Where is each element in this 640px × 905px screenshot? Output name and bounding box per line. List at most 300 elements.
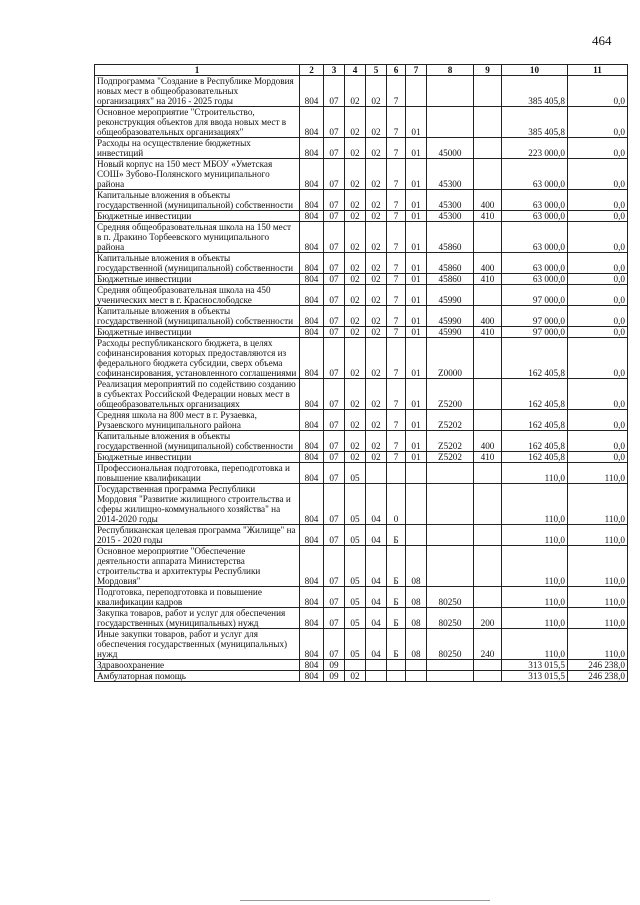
row-cell-col-3: 07 — [324, 159, 345, 190]
row-cell-col-11: 0,0 — [568, 379, 628, 410]
row-cell-col-10: 385 405,8 — [502, 107, 568, 138]
row-cell-col-3: 07 — [324, 190, 345, 211]
column-header-2: 2 — [300, 65, 324, 76]
row-cell-col-6: 7 — [387, 431, 406, 452]
row-cell-col-6: 7 — [387, 253, 406, 274]
row-cell-col-5: 02 — [366, 190, 387, 211]
row-cell-col-2: 804 — [300, 211, 324, 222]
row-cell-col-7: 08 — [406, 546, 427, 587]
row-cell-col-3: 07 — [324, 285, 345, 306]
row-cell-col-3: 07 — [324, 76, 345, 107]
row-label-cell: Средняя общеобразовательная школа на 450 ученических мест в г. Краснослободске — [95, 285, 300, 306]
row-cell-col-10: 110,0 — [502, 463, 568, 484]
row-cell-col-9 — [474, 285, 502, 306]
row-cell-col-5: 04 — [366, 525, 387, 546]
row-cell-col-3: 07 — [324, 222, 345, 253]
row-label-cell: Средняя общеобразовательная школа на 150 мест в п. Дракино Торбеевского муниципального района — [95, 222, 300, 253]
row-cell-col-6: 7 — [387, 338, 406, 379]
table-row — [95, 525, 628, 546]
row-cell-col-11: 0,0 — [568, 285, 628, 306]
row-cell-col-3: 07 — [324, 629, 345, 660]
row-cell-col-10: 63 000,0 — [502, 190, 568, 211]
row-cell-col-8 — [427, 525, 474, 546]
row-cell-col-4: 02 — [345, 222, 366, 253]
row-cell-col-4: 05 — [345, 525, 366, 546]
row-label-cell: Основное мероприятие "Строительство, реконструкция объектов для ввода новых мест в общеобразовательных организациях" — [95, 107, 300, 138]
row-cell-col-11: 0,0 — [568, 138, 628, 159]
row-cell-col-11: 246 238,0 — [568, 671, 628, 682]
table-row — [95, 274, 628, 285]
row-cell-col-9 — [474, 671, 502, 682]
table-body — [95, 76, 628, 682]
row-cell-col-11: 110,0 — [568, 484, 628, 525]
row-cell-col-6 — [387, 671, 406, 682]
table-header-row — [95, 65, 628, 76]
page-number: 464 — [592, 33, 612, 48]
row-cell-col-9 — [474, 159, 502, 190]
table-row — [95, 327, 628, 338]
row-cell-col-6: 7 — [387, 107, 406, 138]
row-label-cell: Республиканская целевая программа "Жилище" на 2015 - 2020 годы — [95, 525, 300, 546]
table-row — [95, 608, 628, 629]
row-label-cell: Здравоохранение — [95, 660, 300, 671]
row-cell-col-9: 400 — [474, 431, 502, 452]
row-cell-col-9 — [474, 525, 502, 546]
table-row — [95, 629, 628, 660]
row-cell-col-11: 0,0 — [568, 107, 628, 138]
column-header-8: 8 — [427, 65, 474, 76]
table-row — [95, 338, 628, 379]
row-cell-col-8: Z5202 — [427, 410, 474, 431]
row-cell-col-8: 45860 — [427, 253, 474, 274]
row-cell-col-10: 223 000,0 — [502, 138, 568, 159]
row-cell-col-8: 45990 — [427, 306, 474, 327]
row-cell-col-2: 804 — [300, 525, 324, 546]
row-cell-col-8: 80250 — [427, 608, 474, 629]
table-row — [95, 107, 628, 138]
row-cell-col-10: 162 405,8 — [502, 379, 568, 410]
row-cell-col-8: 45300 — [427, 159, 474, 190]
row-cell-col-7: 01 — [406, 379, 427, 410]
row-cell-col-3: 09 — [324, 671, 345, 682]
row-label-cell: Реализация мероприятий по содействию созданию в субъектах Российской Федерации новых мест в общеобразовательных организациях — [95, 379, 300, 410]
row-cell-col-10: 313 015,5 — [502, 671, 568, 682]
row-cell-col-9: 400 — [474, 253, 502, 274]
row-cell-col-9 — [474, 546, 502, 587]
row-cell-col-5: 02 — [366, 338, 387, 379]
row-cell-col-7: 01 — [406, 452, 427, 463]
row-cell-col-11: 0,0 — [568, 410, 628, 431]
row-cell-col-2: 804 — [300, 431, 324, 452]
row-cell-col-8 — [427, 546, 474, 587]
row-cell-col-6: 7 — [387, 76, 406, 107]
row-cell-col-6 — [387, 463, 406, 484]
row-cell-col-2: 804 — [300, 107, 324, 138]
row-cell-col-8: Z0000 — [427, 338, 474, 379]
row-cell-col-7: 01 — [406, 285, 427, 306]
row-cell-col-6: 7 — [387, 138, 406, 159]
table-row — [95, 285, 628, 306]
row-cell-col-11: 110,0 — [568, 463, 628, 484]
row-cell-col-10: 110,0 — [502, 587, 568, 608]
row-cell-col-10: 110,0 — [502, 525, 568, 546]
row-cell-col-5: 04 — [366, 484, 387, 525]
row-cell-col-5 — [366, 660, 387, 671]
row-cell-col-7 — [406, 463, 427, 484]
row-cell-col-8: 45990 — [427, 327, 474, 338]
row-cell-col-6: 7 — [387, 211, 406, 222]
row-cell-col-5: 04 — [366, 629, 387, 660]
row-cell-col-2: 804 — [300, 379, 324, 410]
row-cell-col-6: Б — [387, 587, 406, 608]
table-row — [95, 587, 628, 608]
row-cell-col-2: 804 — [300, 274, 324, 285]
row-cell-col-4: 02 — [345, 253, 366, 274]
row-cell-col-5: 02 — [366, 253, 387, 274]
row-cell-col-3: 07 — [324, 546, 345, 587]
row-cell-col-11: 0,0 — [568, 159, 628, 190]
row-cell-col-7: 01 — [406, 253, 427, 274]
row-label-cell: Основное мероприятие "Обеспечение деятельности аппарата Министерства строительства и архитектуры Республики Мордовия" — [95, 546, 300, 587]
row-cell-col-10: 110,0 — [502, 484, 568, 525]
row-cell-col-10: 63 000,0 — [502, 253, 568, 274]
row-cell-col-5: 02 — [366, 285, 387, 306]
column-header-1: 1 — [95, 65, 300, 76]
column-header-7: 7 — [406, 65, 427, 76]
row-cell-col-5: 02 — [366, 274, 387, 285]
row-cell-col-2: 804 — [300, 484, 324, 525]
budget-table — [94, 64, 628, 682]
row-cell-col-2: 804 — [300, 159, 324, 190]
row-cell-col-11: 110,0 — [568, 608, 628, 629]
row-cell-col-5: 02 — [366, 452, 387, 463]
page-bottom-rule — [240, 900, 490, 901]
row-cell-col-5: 02 — [366, 222, 387, 253]
row-cell-col-11: 0,0 — [568, 76, 628, 107]
row-cell-col-11: 246 238,0 — [568, 660, 628, 671]
row-cell-col-2: 804 — [300, 587, 324, 608]
row-cell-col-9 — [474, 587, 502, 608]
row-cell-col-10: 110,0 — [502, 546, 568, 587]
table-row — [95, 431, 628, 452]
row-cell-col-6: 7 — [387, 222, 406, 253]
row-cell-col-11: 0,0 — [568, 190, 628, 211]
row-cell-col-7 — [406, 671, 427, 682]
row-cell-col-11: 0,0 — [568, 274, 628, 285]
row-cell-col-4: 05 — [345, 463, 366, 484]
row-cell-col-3: 07 — [324, 452, 345, 463]
row-cell-col-7: 01 — [406, 222, 427, 253]
column-header-3: 3 — [324, 65, 345, 76]
row-cell-col-9 — [474, 410, 502, 431]
row-cell-col-10: 110,0 — [502, 629, 568, 660]
row-cell-col-6: 7 — [387, 306, 406, 327]
column-header-6: 6 — [387, 65, 406, 76]
row-cell-col-5: 04 — [366, 608, 387, 629]
row-cell-col-3: 07 — [324, 211, 345, 222]
row-cell-col-10: 110,0 — [502, 608, 568, 629]
row-cell-col-4: 02 — [345, 107, 366, 138]
row-cell-col-2: 804 — [300, 410, 324, 431]
row-cell-col-4: 02 — [345, 190, 366, 211]
row-cell-col-6: 0 — [387, 484, 406, 525]
row-cell-col-5: 02 — [366, 431, 387, 452]
row-cell-col-6: Б — [387, 525, 406, 546]
row-cell-col-10: 162 405,8 — [502, 338, 568, 379]
column-header-5: 5 — [366, 65, 387, 76]
row-cell-col-4: 05 — [345, 608, 366, 629]
row-cell-col-4: 02 — [345, 452, 366, 463]
row-cell-col-9: 410 — [474, 327, 502, 338]
row-cell-col-10: 63 000,0 — [502, 274, 568, 285]
row-cell-col-6: Б — [387, 629, 406, 660]
row-cell-col-11: 0,0 — [568, 211, 628, 222]
row-cell-col-7: 01 — [406, 274, 427, 285]
row-cell-col-5: 04 — [366, 587, 387, 608]
row-cell-col-6: 7 — [387, 190, 406, 211]
table-row — [95, 306, 628, 327]
row-cell-col-9 — [474, 107, 502, 138]
row-cell-col-2: 804 — [300, 546, 324, 587]
row-cell-col-4: 02 — [345, 211, 366, 222]
row-label-cell: Подпрограмма "Создание в Республике Мордовия новых мест в общеобразовательных организациях" на 2016 - 2025 годы — [95, 76, 300, 107]
row-cell-col-11: 0,0 — [568, 431, 628, 452]
row-cell-col-4: 02 — [345, 410, 366, 431]
row-cell-col-10: 385 405,8 — [502, 76, 568, 107]
row-cell-col-9: 400 — [474, 306, 502, 327]
row-cell-col-9 — [474, 76, 502, 107]
row-cell-col-6: 7 — [387, 327, 406, 338]
row-label-cell: Бюджетные инвестиции — [95, 211, 300, 222]
row-cell-col-11: 0,0 — [568, 452, 628, 463]
row-cell-col-3: 07 — [324, 431, 345, 452]
row-cell-col-7 — [406, 484, 427, 525]
row-cell-col-7 — [406, 525, 427, 546]
row-cell-col-8 — [427, 484, 474, 525]
row-cell-col-8: Z5200 — [427, 379, 474, 410]
row-cell-col-10: 97 000,0 — [502, 285, 568, 306]
row-label-cell: Амбулаторная помощь — [95, 671, 300, 682]
row-cell-col-10: 63 000,0 — [502, 222, 568, 253]
row-cell-col-9 — [474, 138, 502, 159]
row-cell-col-9: 410 — [474, 452, 502, 463]
table-row — [95, 190, 628, 211]
row-cell-col-2: 804 — [300, 452, 324, 463]
row-cell-col-2: 804 — [300, 306, 324, 327]
row-label-cell: Капитальные вложения в объекты государственной (муниципальной) собственности — [95, 306, 300, 327]
row-label-cell: Новый корпус на 150 мест МБОУ «Уметская СОШ» Зубово-Полянского муниципального района — [95, 159, 300, 190]
row-label-cell: Иные закупки товаров, работ и услуг для обеспечения государственных (муниципальных) нужд — [95, 629, 300, 660]
row-cell-col-4: 02 — [345, 285, 366, 306]
row-cell-col-8: 45300 — [427, 211, 474, 222]
row-cell-col-4: 02 — [345, 379, 366, 410]
row-cell-col-10: 97 000,0 — [502, 327, 568, 338]
row-label-cell: Капитальные вложения в объекты государственной (муниципальной) собственности — [95, 253, 300, 274]
row-label-cell: Бюджетные инвестиции — [95, 452, 300, 463]
row-cell-col-6 — [387, 660, 406, 671]
row-cell-col-4: 02 — [345, 671, 366, 682]
row-cell-col-5: 02 — [366, 211, 387, 222]
row-cell-col-7: 01 — [406, 431, 427, 452]
row-cell-col-9 — [474, 463, 502, 484]
row-cell-col-6: Б — [387, 608, 406, 629]
row-cell-col-7: 01 — [406, 410, 427, 431]
row-cell-col-7: 01 — [406, 338, 427, 379]
row-cell-col-10: 162 405,8 — [502, 410, 568, 431]
row-cell-col-9: 410 — [474, 211, 502, 222]
row-cell-col-8 — [427, 107, 474, 138]
row-cell-col-4: 05 — [345, 629, 366, 660]
row-cell-col-6: 7 — [387, 379, 406, 410]
row-cell-col-3: 07 — [324, 338, 345, 379]
row-cell-col-11: 110,0 — [568, 587, 628, 608]
row-cell-col-5 — [366, 671, 387, 682]
row-cell-col-3: 07 — [324, 327, 345, 338]
row-label-cell: Бюджетные инвестиции — [95, 327, 300, 338]
row-cell-col-3: 07 — [324, 107, 345, 138]
row-cell-col-3: 07 — [324, 274, 345, 285]
row-cell-col-9: 200 — [474, 608, 502, 629]
row-cell-col-8: 45860 — [427, 222, 474, 253]
row-cell-col-3: 09 — [324, 660, 345, 671]
row-cell-col-2: 804 — [300, 138, 324, 159]
row-cell-col-4: 02 — [345, 338, 366, 379]
row-cell-col-5 — [366, 463, 387, 484]
row-label-cell: Государственная программа Республики Мордовия "Развитие жилищного строительства и сферы жилищно-коммунального хозяйства" на 2014-2020 годы — [95, 484, 300, 525]
table-row — [95, 211, 628, 222]
row-cell-col-8: 45990 — [427, 285, 474, 306]
row-cell-col-4: 02 — [345, 274, 366, 285]
row-cell-col-8: Z5202 — [427, 431, 474, 452]
row-cell-col-11: 110,0 — [568, 629, 628, 660]
table-row — [95, 452, 628, 463]
row-cell-col-7: 01 — [406, 159, 427, 190]
row-label-cell: Расходы на осуществление бюджетных инвестиций — [95, 138, 300, 159]
row-cell-col-3: 07 — [324, 379, 345, 410]
row-cell-col-11: 110,0 — [568, 525, 628, 546]
row-cell-col-11: 0,0 — [568, 338, 628, 379]
row-cell-col-8: 45860 — [427, 274, 474, 285]
row-cell-col-8: 45000 — [427, 138, 474, 159]
row-cell-col-5: 02 — [366, 379, 387, 410]
row-label-cell: Профессиональная подготовка, переподготовка и повышение квалификации — [95, 463, 300, 484]
row-label-cell: Подготовка, переподготовка и повышение квалификации кадров — [95, 587, 300, 608]
row-cell-col-4: 02 — [345, 327, 366, 338]
row-cell-col-2: 804 — [300, 629, 324, 660]
row-cell-col-2: 804 — [300, 608, 324, 629]
row-label-cell: Расходы республиканского бюджета, в целях софинансирования которых предоставляются из федерального бюджета субсидии, сверх объема софинансирования, установленного соглашениями — [95, 338, 300, 379]
row-cell-col-7: 08 — [406, 629, 427, 660]
row-cell-col-6: 7 — [387, 410, 406, 431]
row-label-cell: Закупка товаров, работ и услуг для обеспечения государственных (муниципальных) нужд — [95, 608, 300, 629]
row-cell-col-6: 7 — [387, 159, 406, 190]
row-cell-col-8: 80250 — [427, 587, 474, 608]
row-label-cell: Капитальные вложения в объекты государственной (муниципальной) собственности — [95, 190, 300, 211]
row-cell-col-10: 162 405,8 — [502, 431, 568, 452]
row-cell-col-4: 05 — [345, 587, 366, 608]
column-header-4: 4 — [345, 65, 366, 76]
row-cell-col-8 — [427, 660, 474, 671]
row-cell-col-5: 02 — [366, 76, 387, 107]
row-cell-col-5: 04 — [366, 546, 387, 587]
table-row — [95, 138, 628, 159]
row-cell-col-9 — [474, 222, 502, 253]
row-cell-col-2: 804 — [300, 338, 324, 379]
row-cell-col-2: 804 — [300, 671, 324, 682]
row-label-cell: Бюджетные инвестиции — [95, 274, 300, 285]
row-cell-col-4: 05 — [345, 546, 366, 587]
table-row — [95, 379, 628, 410]
row-cell-col-7: 01 — [406, 306, 427, 327]
row-cell-col-9: 410 — [474, 274, 502, 285]
table-row — [95, 410, 628, 431]
row-label-cell: Средняя школа на 800 мест в г. Рузаевка, Рузаевского муниципального района — [95, 410, 300, 431]
row-cell-col-8: 80250 — [427, 629, 474, 660]
row-cell-col-2: 804 — [300, 190, 324, 211]
row-cell-col-3: 07 — [324, 525, 345, 546]
row-cell-col-5: 02 — [366, 327, 387, 338]
row-cell-col-4: 02 — [345, 431, 366, 452]
row-cell-col-6: 7 — [387, 274, 406, 285]
row-cell-col-4: 02 — [345, 138, 366, 159]
row-cell-col-2: 804 — [300, 285, 324, 306]
row-cell-col-2: 804 — [300, 253, 324, 274]
table-row — [95, 76, 628, 107]
row-cell-col-4: 05 — [345, 484, 366, 525]
row-cell-col-3: 07 — [324, 463, 345, 484]
row-cell-col-7: 08 — [406, 587, 427, 608]
row-cell-col-7: 01 — [406, 327, 427, 338]
row-cell-col-7: 01 — [406, 107, 427, 138]
table-row — [95, 253, 628, 274]
row-cell-col-4: 02 — [345, 159, 366, 190]
row-cell-col-9 — [474, 484, 502, 525]
row-cell-col-7 — [406, 660, 427, 671]
row-cell-col-9 — [474, 379, 502, 410]
row-cell-col-3: 07 — [324, 253, 345, 274]
row-cell-col-7: 08 — [406, 608, 427, 629]
row-cell-col-3: 07 — [324, 608, 345, 629]
row-cell-col-8 — [427, 671, 474, 682]
table-row — [95, 484, 628, 525]
row-cell-col-8 — [427, 463, 474, 484]
row-cell-col-11: 0,0 — [568, 222, 628, 253]
row-cell-col-3: 07 — [324, 484, 345, 525]
row-cell-col-7 — [406, 76, 427, 107]
row-cell-col-7: 01 — [406, 190, 427, 211]
row-cell-col-7: 01 — [406, 211, 427, 222]
row-cell-col-11: 0,0 — [568, 306, 628, 327]
row-cell-col-3: 07 — [324, 587, 345, 608]
table-row — [95, 463, 628, 484]
row-cell-col-5: 02 — [366, 138, 387, 159]
row-cell-col-4: 02 — [345, 306, 366, 327]
row-cell-col-10: 162 405,8 — [502, 452, 568, 463]
row-cell-col-10: 63 000,0 — [502, 159, 568, 190]
row-cell-col-2: 804 — [300, 76, 324, 107]
row-label-cell: Капитальные вложения в объекты государственной (муниципальной) собственности — [95, 431, 300, 452]
row-cell-col-9 — [474, 338, 502, 379]
row-cell-col-8: Z5202 — [427, 452, 474, 463]
table-row — [95, 671, 628, 682]
row-cell-col-9: 400 — [474, 190, 502, 211]
row-cell-col-5: 02 — [366, 410, 387, 431]
column-header-11: 11 — [568, 65, 628, 76]
row-cell-col-5: 02 — [366, 306, 387, 327]
table-row — [95, 159, 628, 190]
row-cell-col-2: 804 — [300, 463, 324, 484]
row-cell-col-2: 804 — [300, 327, 324, 338]
